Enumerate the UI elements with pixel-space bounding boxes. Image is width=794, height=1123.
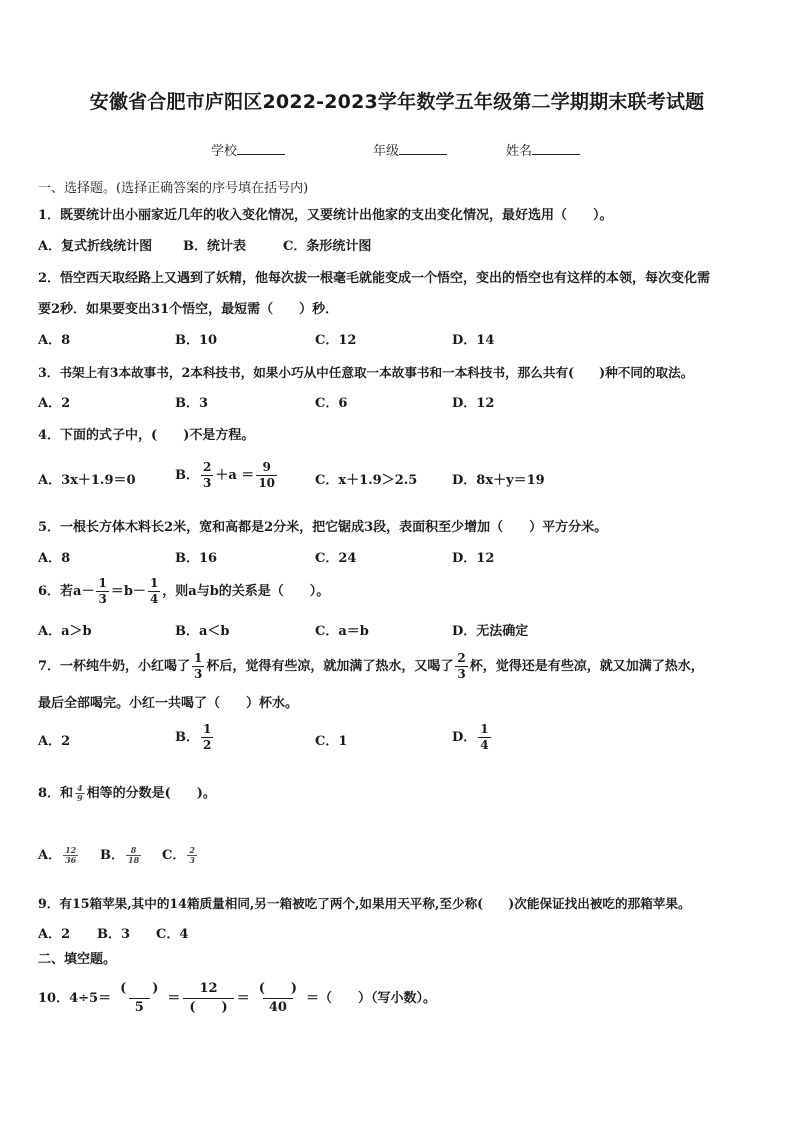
q4-option-a[interactable]: A．3x＋1.9＝0	[38, 473, 136, 488]
numerator: 12	[65, 845, 77, 855]
fraction	[183, 980, 233, 1017]
q2-line2: 要2秒．如果要变出31个悟空，最短需（ ）秒．	[38, 302, 339, 317]
equals-sign: ＝	[167, 991, 181, 1006]
q4-option-b-mid: ＋a ＝	[215, 468, 255, 483]
fraction	[148, 576, 160, 607]
q7-line2: 最后全部喝完。小红一共喝了（ ）杯水。	[38, 696, 299, 711]
q2-option-a[interactable]: A．8	[38, 333, 71, 348]
q1-option-c[interactable]: C．条形统计图	[283, 239, 372, 254]
q7-option-b[interactable]	[175, 722, 215, 753]
q2-option-c[interactable]: C．12	[315, 333, 357, 348]
fraction	[455, 651, 467, 682]
numerator: 2	[203, 460, 212, 474]
fraction	[253, 980, 303, 1017]
page-title: 安徽省合肥市庐阳区2022-2023学年数学五年级第二学期期末联考试题	[89, 91, 705, 113]
q10-suffix: ＝（ ）（写小数）。	[306, 991, 437, 1006]
numerator: 1	[203, 722, 212, 736]
school-field	[211, 140, 285, 159]
q9-option-a[interactable]: A．2	[38, 927, 71, 942]
q2-option-d[interactable]: D．14	[452, 333, 495, 348]
q7-option-a[interactable]: A．2	[38, 734, 71, 749]
name-label: 姓名	[506, 144, 533, 159]
q3-option-b[interactable]: B．3	[175, 396, 209, 411]
q5-option-a[interactable]: A．8	[38, 551, 71, 566]
q7-line1	[38, 651, 704, 682]
numerator: 2	[457, 651, 466, 665]
fraction	[63, 846, 78, 865]
numerator: 1	[480, 722, 489, 736]
school-label: 学校	[211, 144, 238, 159]
denominator: 3	[189, 855, 195, 865]
numerator: 2	[189, 845, 195, 855]
blank-numerator[interactable]: ( )	[120, 981, 159, 996]
numerator: 8	[130, 845, 137, 855]
fraction	[114, 980, 164, 1017]
q10-text	[38, 980, 436, 1017]
denominator: 40	[263, 998, 293, 1017]
q4-option-b[interactable]	[175, 460, 279, 491]
denominator: 2	[203, 738, 212, 752]
numerator: 12	[199, 981, 218, 996]
q4-option-b-prefix: B．	[175, 468, 199, 483]
q1-option-a[interactable]: A．复式折线统计图	[38, 239, 153, 254]
fraction	[75, 784, 85, 803]
denominator: 18	[128, 855, 140, 865]
blank-denominator[interactable]: ( )	[183, 998, 233, 1017]
fraction	[256, 460, 277, 491]
fraction	[96, 576, 108, 607]
fraction	[478, 722, 490, 753]
q6-option-b[interactable]: B．a＜b	[175, 624, 230, 639]
denominator: 4	[149, 592, 159, 606]
q7-line1-c: 杯，觉得还是有些凉，就又加满了热水，	[469, 659, 704, 674]
q8-suffix: 相等的分数是( )。	[86, 786, 216, 801]
numerator: 1	[149, 576, 159, 590]
q9-option-c[interactable]: C．4	[156, 927, 189, 942]
grade-blank[interactable]	[399, 143, 447, 155]
q8-option-a-prefix: A．	[38, 848, 62, 863]
numerator: 4	[77, 783, 83, 793]
section1-heading: 一、选择题。(选择正确答案的序号填在括号内)	[38, 181, 309, 196]
q2-option-b[interactable]: B．10	[175, 333, 218, 348]
fraction	[201, 722, 213, 753]
q7-option-c[interactable]: C．1	[315, 734, 348, 749]
q8-option-a[interactable]	[38, 846, 80, 866]
denominator: 3	[194, 667, 203, 681]
q6-option-d[interactable]: D．无法确定	[452, 624, 529, 639]
q4-text: 4．下面的式子中，( )不是方程。	[38, 428, 255, 443]
q5-text: 5．一根长方体木料长2米，宽和高都是2分米，把它锯成3段，表面积至少增加（ ）平方分米。	[38, 520, 608, 535]
q4-option-c[interactable]: C．x＋1.9＞2.5	[315, 473, 418, 488]
q9-text: 9．有15箱苹果,其中的14箱质量相同,另一箱被吃了两个,如果用天平称,至少称( )次能保证找出被吃的那箱苹果。	[38, 896, 691, 911]
q3-option-a[interactable]: A．2	[38, 396, 71, 411]
q10-prefix: 10．4÷5＝	[38, 991, 112, 1006]
q3-text: 3．书架上有3本故事书，2本科技书，如果小巧从中任意取一本故事书和一本科技书，那么共有( )种不同的取法。	[38, 365, 694, 380]
denominator: 3	[203, 476, 212, 490]
q1-option-b[interactable]: B．统计表	[183, 239, 246, 254]
denominator: 3	[98, 592, 107, 606]
grade-label: 年级	[373, 144, 400, 159]
denominator: 3	[457, 667, 466, 681]
equals-sign: ＝	[236, 991, 250, 1006]
q8-text	[38, 784, 216, 804]
q6-text	[38, 576, 329, 607]
q1-text: 1．既要统计出小丽家近几年的收入变化情况，又要统计出他家的支出变化情况，最好选用（ ）。	[38, 208, 613, 223]
q6-prefix: 6．若a－	[38, 584, 95, 599]
q9-option-b[interactable]: B．3	[97, 927, 131, 942]
q2-line1: 2．悟空西天取经路上又遇到了妖精，他每次拔一根毫毛就能变成一个悟空，变出的悟空也有这样的本领，每次变化需	[38, 271, 711, 286]
q8-option-c[interactable]	[162, 846, 199, 866]
q8-option-b-prefix: B．	[100, 848, 124, 863]
name-field	[506, 140, 580, 159]
q6-option-a[interactable]: A．a＞b	[38, 624, 92, 639]
school-blank[interactable]	[237, 143, 285, 155]
name-blank[interactable]	[532, 143, 580, 155]
q7-line1-a: 7．一杯纯牛奶，小红喝了	[38, 659, 191, 674]
q6-mid: ＝b－	[110, 584, 146, 599]
q5-option-c[interactable]: C．24	[315, 551, 357, 566]
denominator: 5	[129, 998, 150, 1017]
numerator: 1	[98, 576, 107, 590]
q7-option-d-prefix: D．	[452, 730, 477, 745]
fraction	[126, 846, 141, 865]
q6-suffix: ，则a与b的关系是（ ）。	[162, 584, 330, 599]
q6-option-c[interactable]: C．a＝b	[315, 624, 369, 639]
q5-option-b[interactable]: B．16	[175, 551, 218, 566]
numerator: 9	[262, 460, 271, 474]
q3-option-c[interactable]: C．6	[315, 396, 348, 411]
denominator: 36	[65, 855, 77, 865]
q3-option-d[interactable]: D．12	[452, 396, 495, 411]
q5-option-d[interactable]: D．12	[452, 551, 495, 566]
denominator: 10	[258, 476, 276, 490]
q7-option-b-prefix: B．	[175, 730, 199, 745]
fraction	[192, 651, 204, 682]
denominator: 9	[77, 793, 83, 803]
q8-option-c-prefix: C．	[162, 848, 186, 863]
section2-heading: 二、填空题。	[38, 952, 117, 967]
blank-numerator[interactable]: ( )	[258, 981, 298, 996]
numerator: 1	[194, 651, 203, 665]
q8-prefix: 8．和	[38, 786, 74, 801]
fraction	[201, 460, 213, 491]
fraction	[187, 846, 197, 865]
q8-option-b[interactable]	[100, 846, 143, 866]
q7-line1-b: 杯后，觉得有些凉，就加满了热水，又喝了	[206, 659, 454, 674]
denominator: 4	[480, 738, 489, 752]
grade-field	[373, 140, 447, 159]
q4-option-d[interactable]: D．8x＋y＝19	[452, 473, 545, 488]
q7-option-d[interactable]	[452, 722, 493, 753]
